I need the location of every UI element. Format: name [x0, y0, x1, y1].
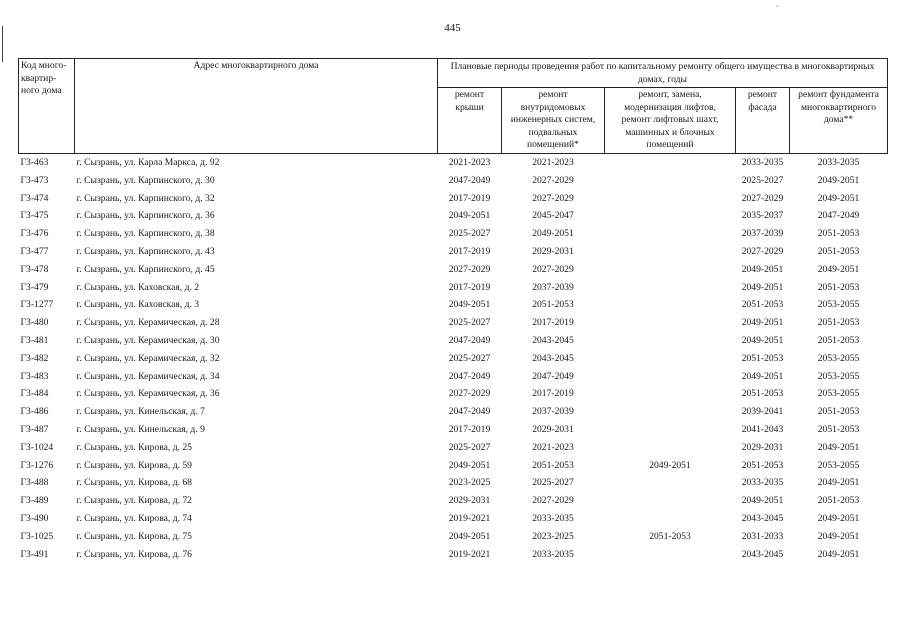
cell-foundation: 2049-2051 — [817, 477, 860, 489]
cell-code: Г3-490 — [20, 512, 49, 524]
cell-systems: 2043-2045 — [532, 334, 574, 346]
cell-systems: 2051-2053 — [532, 459, 574, 471]
cell-foundation: 2051-2053 — [817, 228, 860, 240]
table-row — [19, 350, 888, 368]
cell-address: г. Сызрань, ул. Карпинского, д. 36 — [76, 210, 215, 222]
cell-foundation: 2049-2051 — [817, 530, 860, 542]
cell-systems: 2027-2029 — [532, 495, 574, 507]
cell-code: Г3-487 — [20, 423, 49, 435]
cell-roof: 2025-2027 — [448, 441, 491, 453]
cell-code: Г3-1276 — [20, 459, 54, 471]
table-row — [19, 172, 888, 190]
cell-address: г. Сызрань, ул. Кирова, д. 25 — [76, 441, 192, 453]
table-body — [19, 154, 888, 564]
cell-systems: 2033-2035 — [532, 548, 574, 560]
cell-foundation: 2051-2053 — [817, 334, 860, 346]
cell-code: Г3-481 — [20, 334, 49, 346]
cell-foundation: 2033-2035 — [817, 157, 860, 168]
cell-foundation: 2053-2055 — [817, 388, 860, 400]
header-roof-text: ремонт крыши — [454, 89, 485, 113]
table-row — [19, 332, 888, 350]
header-facade-text: ремонт фасада — [747, 89, 778, 113]
cell-code: Г3-477 — [20, 245, 49, 257]
header-roof — [438, 88, 502, 154]
cell-code: Г3-484 — [20, 388, 49, 400]
cell-roof: 2017-2019 — [448, 281, 491, 293]
table-row — [19, 421, 888, 439]
cell-lifts — [605, 332, 736, 350]
cell-roof: 2047-2049 — [448, 406, 491, 418]
cell-address: г. Сызрань, ул. Кирова, д. 76 — [76, 548, 192, 560]
cell-address: г. Сызрань, ул. Керамическая, д. 28 — [76, 317, 220, 329]
cell-foundation: 2049-2051 — [817, 174, 860, 186]
cell-lifts — [605, 439, 736, 457]
cell-roof: 2019-2021 — [448, 548, 491, 560]
cell-lifts — [605, 154, 736, 172]
cell-address: г. Сызрань, ул. Керамическая, д. 30 — [76, 334, 220, 346]
cell-systems: 2051-2053 — [532, 299, 574, 311]
cell-code: Г3-482 — [20, 352, 49, 364]
cell-foundation: 2049-2051 — [817, 441, 860, 453]
cell-lifts — [605, 546, 736, 564]
cell-code: Г3-1025 — [20, 530, 54, 542]
cell-lifts — [605, 474, 736, 492]
cell-lifts — [605, 243, 736, 261]
header-code-text: Код много- квартир- ного дома — [21, 60, 67, 96]
cell-foundation: 2053-2055 — [817, 370, 860, 382]
cell-code: Г3-478 — [20, 263, 49, 275]
capital-repair-schedule-table — [18, 58, 888, 563]
cell-address: г. Сызрань, ул. Кинельская, д. 7 — [76, 406, 205, 418]
cell-code: Г3-479 — [20, 281, 49, 293]
cell-lifts — [605, 261, 736, 279]
cell-code: Г3-463 — [20, 157, 49, 168]
cell-address: г. Сызрань, ул. Карпинского, д. 38 — [76, 228, 215, 240]
cell-facade: 2033-2035 — [741, 157, 784, 168]
cell-lifts — [605, 385, 736, 403]
cell-facade: 2027-2029 — [741, 245, 784, 257]
cell-facade: 2049-2051 — [741, 263, 784, 275]
cell-address: г. Сызрань, ул. Кирова, д. 59 — [76, 459, 192, 471]
table-row — [19, 279, 888, 297]
cell-facade: 2035-2037 — [741, 210, 784, 222]
cell-facade: 2049-2051 — [741, 281, 784, 293]
header-systems — [502, 88, 605, 154]
cell-lifts — [605, 368, 736, 386]
cell-lifts — [605, 172, 736, 190]
cell-facade: 2039-2041 — [741, 406, 784, 418]
table-row — [19, 439, 888, 457]
cell-roof: 2029-2031 — [448, 495, 491, 507]
cell-systems: 2043-2045 — [532, 352, 574, 364]
cell-address: г. Сызрань, ул. Кирова, д. 68 — [76, 477, 192, 489]
cell-facade: 2031-2033 — [741, 530, 784, 542]
cell-lifts — [605, 314, 736, 332]
cell-roof: 2025-2027 — [448, 228, 491, 240]
cell-systems: 2027-2029 — [532, 192, 574, 204]
cell-lifts — [605, 225, 736, 243]
header-address-text: Адрес многоквартирного дома — [193, 60, 319, 71]
cell-systems: 2023-2025 — [532, 530, 574, 542]
cell-roof: 2023-2025 — [448, 477, 491, 489]
cell-lifts — [605, 492, 736, 510]
cell-systems: 2049-2051 — [532, 228, 574, 240]
scan-speck: ˇ — [776, 4, 779, 13]
cell-roof: 2017-2019 — [448, 245, 491, 257]
table-row — [19, 492, 888, 510]
header-periods-group — [438, 59, 888, 88]
cell-roof: 2019-2021 — [448, 512, 491, 524]
cell-roof: 2021-2023 — [448, 157, 491, 168]
cell-systems: 2025-2027 — [532, 477, 574, 489]
cell-systems: 2017-2019 — [532, 317, 574, 329]
page-number: 445 — [444, 22, 461, 34]
cell-facade: 2041-2043 — [741, 423, 784, 435]
cell-foundation: 2053-2055 — [817, 459, 860, 471]
table-row — [19, 474, 888, 492]
cell-facade: 2043-2045 — [741, 512, 784, 524]
header-foundation — [790, 88, 888, 154]
table-row — [19, 368, 888, 386]
cell-code: Г3-491 — [20, 548, 49, 560]
cell-systems: 2021-2023 — [532, 157, 574, 168]
cell-address: г. Сызрань, ул. Каховская, д. 3 — [76, 299, 200, 311]
cell-address: г. Сызрань, ул. Каховская, д. 2 — [76, 281, 200, 293]
table-row — [19, 385, 888, 403]
cell-foundation: 2053-2055 — [817, 352, 860, 364]
cell-facade: 2051-2053 — [741, 352, 784, 364]
cell-address: г. Сызрань, ул. Карпинского, д. 45 — [76, 263, 215, 275]
cell-foundation: 2051-2053 — [817, 281, 860, 293]
cell-code: Г3-474 — [20, 192, 49, 204]
cell-systems: 2037-2039 — [532, 406, 574, 418]
cell-facade: 2037-2039 — [741, 228, 784, 240]
table-row — [19, 296, 888, 314]
cell-code: Г3-489 — [20, 495, 49, 507]
cell-systems: 2027-2029 — [532, 263, 574, 275]
cell-code: Г3-488 — [20, 477, 49, 489]
table-row — [19, 403, 888, 421]
table-row — [19, 243, 888, 261]
cell-lifts — [605, 510, 736, 528]
table-row — [19, 154, 888, 172]
cell-roof: 2049-2051 — [448, 459, 491, 471]
cell-foundation: 2047-2049 — [817, 210, 860, 222]
table-row — [19, 528, 888, 546]
cell-facade: 2049-2051 — [741, 334, 784, 346]
cell-systems: 2029-2031 — [532, 245, 574, 257]
cell-lifts — [605, 421, 736, 439]
cell-roof: 2049-2051 — [448, 299, 491, 311]
cell-facade: 2049-2051 — [741, 370, 784, 382]
cell-lifts — [605, 350, 736, 368]
cell-lifts — [605, 207, 736, 225]
cell-roof: 2027-2029 — [448, 388, 491, 400]
header-periods-text: Плановые периоды проведения работ по капитальному ремонту общего имущества в многоквартирных домах, годы — [450, 61, 875, 85]
cell-facade: 2049-2051 — [741, 317, 784, 329]
cell-systems: 2033-2035 — [532, 512, 574, 524]
cell-systems: 2027-2029 — [532, 174, 574, 186]
cell-address: г. Сызрань, ул. Карла Маркса, д. 92 — [76, 157, 220, 168]
cell-facade: 2029-2031 — [741, 441, 784, 453]
cell-code: Г3-473 — [20, 174, 49, 186]
cell-address: г. Сызрань, ул. Карпинского, д. 30 — [76, 174, 215, 186]
cell-address: г. Сызрань, ул. Керамическая, д. 36 — [76, 388, 220, 400]
cell-systems: 2029-2031 — [532, 423, 574, 435]
cell-foundation: 2051-2053 — [817, 423, 860, 435]
cell-facade: 2043-2045 — [741, 548, 784, 560]
cell-foundation: 2051-2053 — [817, 245, 860, 257]
cell-code: Г3-486 — [20, 406, 49, 418]
cell-roof: 2047-2049 — [448, 174, 491, 186]
cell-lifts — [605, 279, 736, 297]
cell-systems: 2037-2039 — [532, 281, 574, 293]
cell-address: г. Сызрань, ул. Карпинского, д. 32 — [76, 192, 215, 204]
header-lifts-text: ремонт, замена, модернизация лифтов, ремонт лифтовых шахт, машинных и блочных помещений — [621, 89, 719, 150]
cell-code: Г3-1024 — [20, 441, 54, 453]
header-systems-text: ремонт внутридомовых инженерных систем, подвальных помещений* — [510, 89, 596, 150]
cell-foundation: 2049-2051 — [817, 192, 860, 204]
cell-address: г. Сызрань, ул. Карпинского, д. 43 — [76, 245, 215, 257]
cell-roof: 2049-2051 — [448, 530, 491, 542]
cell-lifts: 2051-2053 — [649, 530, 691, 542]
cell-facade: 2025-2027 — [741, 174, 784, 186]
header-lifts — [605, 88, 736, 154]
cell-facade: 2033-2035 — [741, 477, 784, 489]
cell-facade: 2051-2053 — [741, 459, 784, 471]
cell-code: Г3-1277 — [20, 299, 54, 311]
cell-code: Г3-480 — [20, 317, 49, 329]
cell-roof: 2049-2051 — [448, 210, 491, 222]
cell-lifts — [605, 403, 736, 421]
header-row-1 — [19, 59, 888, 88]
table-row — [19, 190, 888, 208]
cell-roof: 2027-2029 — [448, 263, 491, 275]
header-foundation-text: ремонт фундамента многоквартирного дома** — [798, 89, 879, 125]
cell-systems: 2017-2019 — [532, 388, 574, 400]
cell-foundation: 2049-2051 — [817, 263, 860, 275]
cell-address: г. Сызрань, ул. Кирова, д. 75 — [76, 530, 192, 542]
cell-roof: 2017-2019 — [448, 192, 491, 204]
table-row — [19, 546, 888, 564]
cell-facade: 2049-2051 — [741, 495, 784, 507]
cell-code: Г3-483 — [20, 370, 49, 382]
cell-lifts: 2049-2051 — [649, 459, 691, 471]
cell-address: г. Сызрань, ул. Керамическая, д. 34 — [76, 370, 220, 382]
cell-systems: 2021-2023 — [532, 441, 574, 453]
cell-roof: 2025-2027 — [448, 317, 491, 329]
table-row — [19, 225, 888, 243]
table-row — [19, 457, 888, 475]
cell-foundation: 2053-2055 — [817, 299, 860, 311]
cell-lifts — [605, 190, 736, 208]
cell-code: Г3-476 — [20, 228, 49, 240]
header-code — [19, 59, 75, 154]
cell-systems: 2045-2047 — [532, 210, 574, 222]
header-facade — [736, 88, 790, 154]
cell-roof: 2025-2027 — [448, 352, 491, 364]
header-address — [75, 59, 438, 154]
cell-foundation: 2049-2051 — [817, 548, 860, 560]
cell-address: г. Сызрань, ул. Кинельская, д. 9 — [76, 423, 205, 435]
table-row — [19, 207, 888, 225]
table-row — [19, 510, 888, 528]
cell-lifts — [605, 296, 736, 314]
cell-facade: 2051-2053 — [741, 299, 784, 311]
cell-roof: 2017-2019 — [448, 423, 491, 435]
cell-roof: 2047-2049 — [448, 334, 491, 346]
cell-foundation: 2051-2053 — [817, 406, 860, 418]
cell-code: Г3-475 — [20, 210, 49, 222]
cell-facade: 2051-2053 — [741, 388, 784, 400]
table-row — [19, 314, 888, 332]
cell-foundation: 2049-2051 — [817, 512, 860, 524]
cell-foundation: 2051-2053 — [817, 495, 860, 507]
table-row — [19, 261, 888, 279]
cell-facade: 2027-2029 — [741, 192, 784, 204]
cell-systems: 2047-2049 — [532, 370, 574, 382]
cell-address: г. Сызрань, ул. Кирова, д. 72 — [76, 495, 192, 507]
cell-address: г. Сызрань, ул. Керамическая, д. 32 — [76, 352, 220, 364]
cell-address: г. Сызрань, ул. Кирова, д. 74 — [76, 512, 192, 524]
cell-foundation: 2051-2053 — [817, 317, 860, 329]
cell-roof: 2047-2049 — [448, 370, 491, 382]
